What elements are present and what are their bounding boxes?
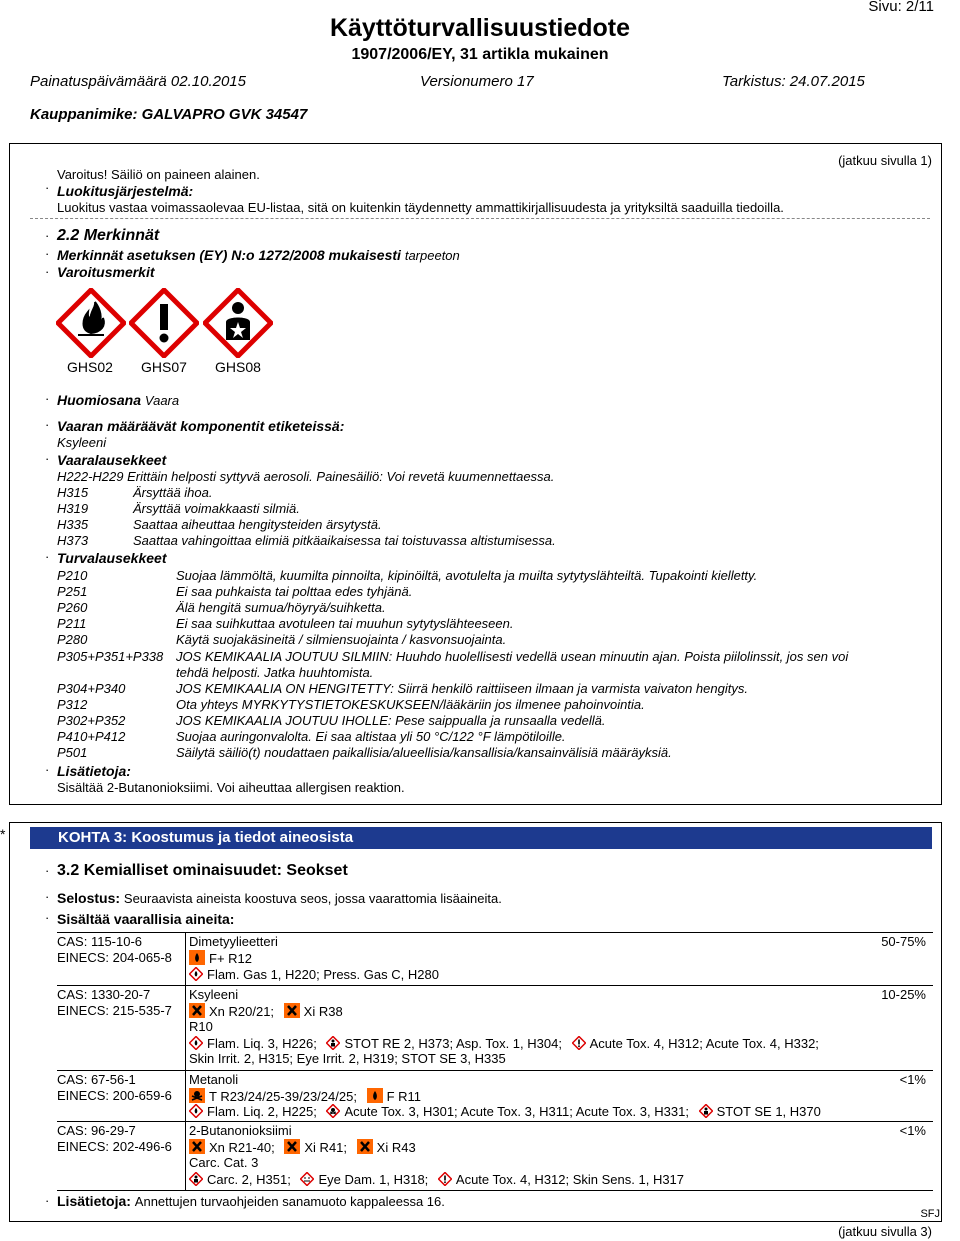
cas-number: CAS: 115-10-6 [57,934,143,949]
precautionary-statement: P211 Ei saa suihkuttaa avotuleen tai muuhun sytytyslähteeseen. [57,616,514,631]
section-3-header: KOHTA 3: Koostumus ja tiedot aineosista [30,827,932,849]
exclamation-small-icon [572,1036,586,1050]
dsd-classification: Xn R20/21; Xi R38 [189,1003,343,1020]
table-rule [57,985,933,986]
document-title: Käyttöturvallisuustiedote [329,14,631,42]
precautionary-statement: P260 Älä hengitä sumua/höyryä/suihketta. [57,600,386,615]
einecs-number: EINECS: 200-659-6 [57,1088,172,1103]
precautionary-statement: P501 Säilytä säiliö(t) noudattaen paikallisia/alueellisia/kansallisia/kansainvälisiä määräyksiä. [57,745,672,760]
cas-number: CAS: 67-56-1 [57,1072,136,1087]
table-rule [185,932,186,1190]
component-name: 2-Butanonioksiimi [189,1123,292,1138]
review-date: Tarkistus: 24.07.2015 [722,73,865,90]
continued-from: (jatkuu sivulla 1) [838,153,932,168]
hazard-statement: H315 Ärsyttää ihoa. [57,485,213,500]
component-percentage: 10-25% [881,987,926,1002]
einecs-number: EINECS: 215-535-7 [57,1003,172,1018]
section-3-box [9,822,942,1222]
pictogram-label: GHS07 [141,359,187,375]
health-hazard-small-icon [699,1104,713,1118]
labels-regulation: Merkinnät asetuksen (EY) N:o 1272/2008 mukaisesti tarpeeton [57,247,460,263]
toxic-skull-icon [189,1088,205,1103]
pictograms-title: Varoitusmerkit [57,264,155,280]
hazard-statement: H335 Saattaa aiheuttaa hengitysteiden ärsytystä. [57,517,382,532]
footer-code: SFJ [920,1208,940,1220]
component-name: Metanoli [189,1072,239,1087]
dsd-classification: Xn R21-40; Xi R41; Xi R43 [189,1139,416,1156]
hazard-statements-title: Vaaralausekkeet [57,452,167,468]
harmful-cross-icon [189,1003,205,1018]
table-rule [57,1121,933,1122]
precautionary-statement: P304+P340 JOS KEMIKAALIA ON HENGITETTY: Siirrä henkilö raittiiseen ilmaan ja varmista vaivaton hengitys. [57,681,748,696]
flame-pictogram-icon [56,288,126,358]
component-name: Ksyleeni [189,987,239,1002]
flame-small-icon [189,967,203,981]
divider [30,218,930,219]
clp-classification: Flam. Liq. 3, H226; STOT RE 2, H373; Asp. Tox. 1, H304; Acute Tox. 4, H312; Acute Tox. 4, H332; [189,1036,819,1052]
carcinogen-category: Carc. Cat. 3 [189,1155,259,1170]
hazard-components-title: Vaaran määräävät komponentit etiketeissä: [57,418,345,434]
flammable-square-icon [367,1088,383,1103]
table-rule [57,1070,933,1071]
precautionary-statement: P302+P352 JOS KEMIKAALIA JOUTUU IHOLLE: Pese saippualla ja runsaalla vedellä. [57,713,606,728]
dsd-classification-r10: R10 [189,1019,213,1034]
print-date: Painatuspäivämäärä 02.10.2015 [30,73,246,90]
irritant-cross-icon [284,1003,300,1018]
classification-system-title: Luokitusjärjestelmä: [57,183,194,199]
einecs-number: EINECS: 202-496-6 [57,1139,172,1154]
precautionary-statement-continued: tehdä helposti. Jatka huuhtomista. [176,665,374,680]
labels-title: 2.2 Merkinnät [57,227,160,244]
clp-classification: Carc. 2, H351; Eye Dam. 1, H318; Acute Tox. 4, H312; Skin Sens. 1, H317 [189,1172,684,1188]
pictogram-label: GHS02 [67,359,113,375]
skull-small-icon [326,1104,340,1118]
pictogram-label: GHS08 [215,359,261,375]
flame-small-icon [189,1104,203,1118]
hazard-components: Ksyleeni [57,435,107,450]
clp-classification: Flam. Gas 1, H220; Press. Gas C, H280 [189,967,439,983]
precautionary-statement: P251 Ei saa puhkaista tai polttaa edes tyhjänä. [57,584,413,599]
mixtures-title: 3.2 Kemialliset ominaisuudet: Seokset [57,862,348,879]
hazard-statement: H373 Saattaa vahingoittaa elimiä pitkäaikaisessa tai toistuvassa altistumisessa. [57,533,556,548]
document-subtitle: 1907/2006/EY, 31 artikla mukainen [351,46,609,63]
cas-number: CAS: 1330-20-7 [57,987,151,1002]
signal-word: Huomiosana Vaara [57,392,180,408]
precautionary-statement: P280 Käytä suojakäsineitä / silmiensuojainta / kasvonsuojainta. [57,632,507,647]
precautionary-statement: P312 Ota yhteys MYRKYTYSTIETOKESKUKSEEN/lääkäriin jos ilmenee pahoinvointia. [57,697,645,712]
continued-to: (jatkuu sivulla 3) [838,1224,932,1239]
einecs-number: EINECS: 204-065-8 [57,950,172,965]
flammable-square-icon [189,950,205,965]
table-rule [57,932,933,933]
precautionary-statement: P410+P412 Suojaa auringonvalolta. Ei saa altistaa yli 50 °C/122 °F lämpötiloille. [57,729,566,744]
precautionary-statement: P305+P351+P338 JOS KEMIKAALIA JOUTUU SILMIIN: Huuhdo huolellisesti vedellä usean minuutin ajan. Poista piilolinssit, jos sen voi [57,649,849,664]
flame-small-icon [189,1036,203,1050]
additional-info: Lisätietoja: Annettujen turvaohjeiden sanamuoto kappaleessa 16. [57,1193,445,1209]
health-hazard-small-icon [326,1036,340,1050]
clp-classification-continued: Skin Irrit. 2, H315; Eye Irrit. 2, H319; STOT SE 3, H335 [189,1051,506,1066]
component-name: Dimetyylieetteri [189,934,278,949]
exclamation-pictogram-icon [129,288,199,358]
version-number: Versionumero 17 [420,73,534,90]
exclamation-small-icon [438,1172,452,1186]
harmful-cross-icon [189,1139,205,1154]
dsd-classification: F+ R12 [189,950,252,967]
hazardous-components-title: Sisältää vaarallisia aineita: [57,911,235,927]
health-hazard-small-icon [189,1172,203,1186]
cas-number: CAS: 96-29-7 [57,1123,136,1138]
description: Selostus: Seuraavista aineista koostuva seos, jossa vaarattomia lisäaineita. [57,890,502,906]
hazard-statement: H222-H229 Erittäin helposti syttyvä aerosoli. Painesäiliö: Voi revetä kuumennettaessa. [57,469,555,484]
table-rule [57,1190,933,1191]
component-percentage: <1% [899,1072,926,1087]
irritant-cross-icon [284,1139,300,1154]
dsd-classification: T R23/24/25-39/23/24/25; F R11 [189,1088,421,1105]
precautionary-statement: P210 Suojaa lämmöltä, kuumilta pinnoilta, kipinöiltä, avotulelta ja muilta sytytyslähteiltä. Tupakointi kielletty. [57,568,758,583]
additional-info-text: Sisältää 2-Butanonioksiimi. Voi aiheuttaa allergisen reaktion. [57,780,405,795]
page-number: Sivu: 2/11 [868,0,934,15]
revision-marker: * [0,826,6,842]
hazard-statement: H319 Ärsyttää voimakkaasti silmiä. [57,501,300,516]
trade-name: Kauppanimike: GALVAPRO GVK 34547 [30,106,308,123]
component-percentage: <1% [899,1123,926,1138]
additional-info-title: Lisätietoja: [57,763,131,779]
pressure-warning: Varoitus! Säiliö on paineen alainen. [57,167,260,182]
clp-classification: Flam. Liq. 2, H225; Acute Tox. 3, H301; Acute Tox. 3, H311; Acute Tox. 3, H331; STOT SE 1, H370 [189,1104,821,1120]
precautionary-statements-title: Turvalausekkeet [57,550,167,566]
irritant-cross-icon [357,1139,373,1154]
corrosion-small-icon [300,1172,314,1186]
health-hazard-pictogram-icon [203,288,273,358]
component-percentage: 50-75% [881,934,926,949]
classification-system-text: Luokitus vastaa voimassaolevaa EU-listaa, sitä on kuitenkin täydennetty ammattikirjallisuudesta ja yrityksiltä saaduilla tiedoilla. [57,200,784,215]
